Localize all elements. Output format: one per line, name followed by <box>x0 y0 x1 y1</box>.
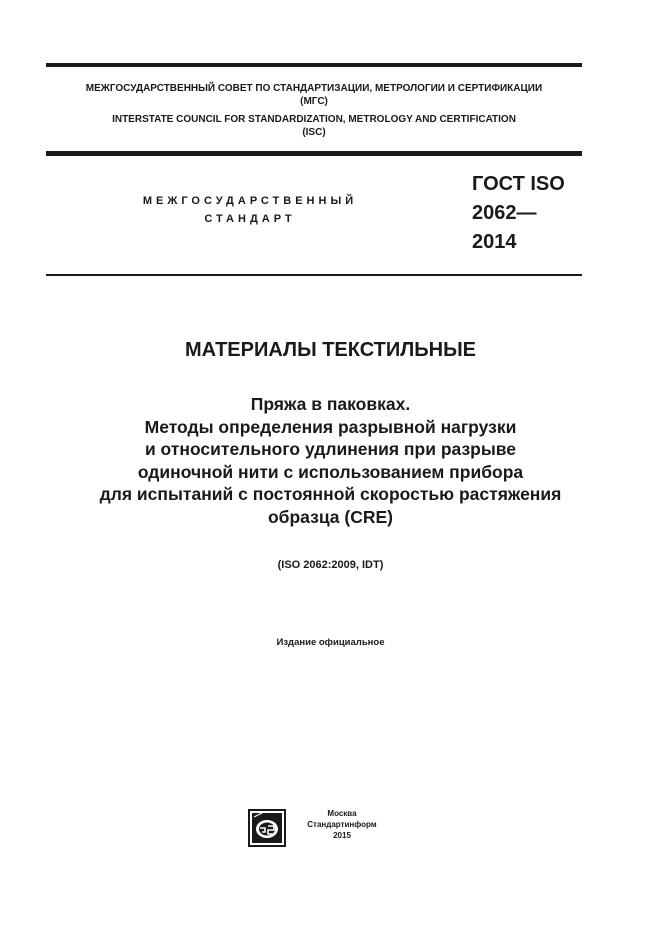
middle-rule <box>46 151 582 156</box>
council-name-ru <box>46 82 582 108</box>
standard-designation <box>472 170 592 257</box>
subtitle-line: Методы определения разрывной нагрузки <box>144 416 517 437</box>
subtitle-line: и относительного удлинения при разрыве <box>144 439 517 459</box>
council-name-ru-line1: МЕЖГОСУДАРСТВЕННЫЙ СОВЕТ ПО СТАНДАРТИЗАЦИИ, МЕТРОЛОГИИ И СЕРТИФИКАЦИИ <box>85 83 543 94</box>
publisher-city: Москва <box>327 809 357 818</box>
standartinform-logo-icon <box>248 809 286 847</box>
council-abbr-en: (ISC) <box>302 127 326 138</box>
main-title: МАТЕРИАЛЫ ТЕКСТИЛЬНЫЕ <box>184 339 477 361</box>
standard-kind-line2: СТАНДАРТ <box>204 213 296 225</box>
council-name-en-line1: INTERSTATE COUNCIL FOR STANDARDIZATION, METROLOGY AND CERTIFICATION <box>112 114 516 125</box>
standard-kind-line1: МЕЖГОСУДАРСТВЕННЫЙ <box>142 195 358 207</box>
designation-line3: 2014 <box>472 231 517 253</box>
publisher-year: 2015 <box>333 831 351 840</box>
edition-label: Издание официальное <box>276 637 385 648</box>
designation-line1: ГОСТ ISO <box>472 173 565 195</box>
council-abbr-ru: (МГС) <box>300 96 328 107</box>
iso-reference: (ISO 2062:2009, IDT) <box>277 559 384 571</box>
subtitle-line: для испытаний с постоянной скоростью растяжения <box>99 484 562 504</box>
subtitle-line: Пряжа в паковках. <box>250 394 411 414</box>
publisher-block <box>292 808 392 841</box>
publisher-name: Стандартинформ <box>307 820 377 829</box>
top-rule <box>46 63 582 67</box>
subtitle-line: образца (CRE) <box>267 506 393 527</box>
council-name-en <box>46 113 582 139</box>
subtitle-line: одиночной нити с использованием прибора <box>137 461 524 482</box>
subtitle <box>20 393 641 528</box>
designation-line2: 2062— <box>472 202 537 224</box>
bottom-rule <box>46 274 582 276</box>
